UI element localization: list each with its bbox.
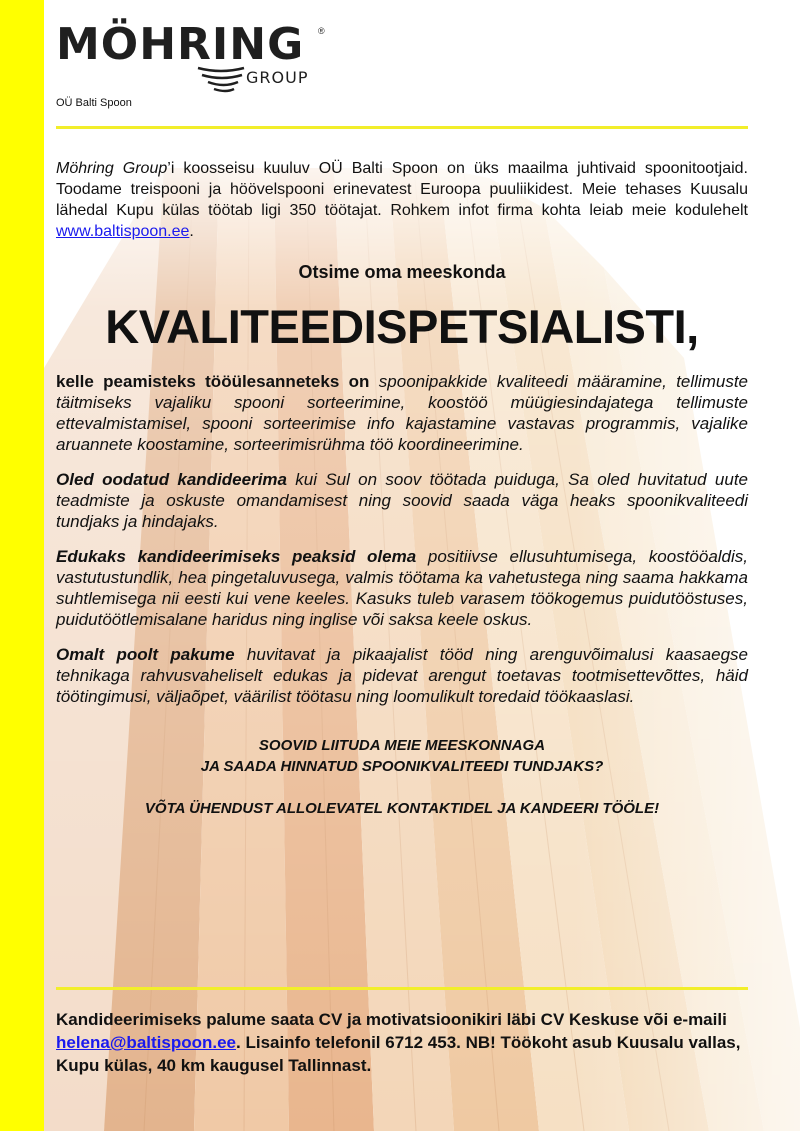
duties-paragraph (56, 371, 748, 455)
duties-text: spoonipakkide kvaliteedi määramine, tellimuste täitmiseks vajaliku spooni sorteerimine, koostöö müügiesindajatega tellimuste ettevalmistamisel, spooni sorteerimise info kajastamine vastavas programmis, vajalike aruannete koostamine, sorteerimisrühma töö koordineerimine. (56, 372, 749, 454)
invitation-heading: Oled oodatud kandideerima (56, 470, 288, 489)
website-link[interactable]: www.baltispoon.ee (56, 223, 190, 240)
offer-paragraph (56, 644, 748, 707)
job-title-headline: KVALITEEDISPETSIALISTI, (105, 300, 699, 353)
email-link[interactable]: helena@baltispoon.ee (56, 1033, 237, 1052)
intro-paragraph (56, 158, 748, 242)
logo-wordmark: MÖHRING (56, 19, 305, 70)
intro-text: ’i koosseisu kuuluv OÜ Balti Spoon on üks maailma juhtivaid spoonitootjaid. Toodame treispooni ja höövelspooni erinevatest Euroopa puuliikidest. Meie tehases Kuusalu lähedal Kupu külas töötab ligi 350 töötajat. Rohkem infot firma kohta leiab meie kodulehelt (56, 160, 749, 219)
duties-heading: kelle peamisteks tööülesanneteks on (56, 372, 370, 391)
invitation-paragraph (56, 469, 748, 532)
logo-swoosh-icon (196, 64, 246, 94)
invitation-text: kui Sul on soov töötada puiduga, Sa oled huvitatud uute teadmiste ja oskuste omandamisest ning soovid saada väga heaks spoonikvaliteedi tundjaks ja hindajaks. (56, 470, 748, 531)
application-info (56, 1008, 748, 1077)
cta-line-1: SOOVID LIITUDA MEIE MEESKONNAGA (258, 737, 546, 754)
requirements-paragraph (56, 546, 748, 630)
top-divider (56, 126, 748, 129)
intro-end: . (189, 223, 194, 240)
call-to-action (56, 735, 748, 777)
requirements-heading: Edukaks kandideerimiseks peaksid olema (56, 547, 417, 566)
mohring-group-logo (56, 20, 356, 100)
footer-text-2: . Lisainfo telefonil 6712 453. NB! Töökoht asub Kuusalu vallas, Kupu külas, 40 km kaugusel Tallinnast. (56, 1033, 741, 1075)
footer-text-1: Kandideerimiseks palume saata CV ja motivatsioonikiri läbi CV Keskuse või e-maili (56, 1010, 727, 1029)
contact-call-to-action: VÕTA ÜHENDUST ALLOLEVATEL KONTAKTIDEL JA KANDEERI TÖÖLE! (144, 800, 660, 817)
bottom-divider (56, 987, 748, 990)
cta-line-2: JA SAADA HINNATUD SPOONIKVALITEEDI TUNDJAKS? (200, 758, 604, 775)
main-content (56, 158, 748, 817)
offer-heading: Omalt poolt pakume (56, 645, 235, 664)
yellow-side-bar (0, 0, 44, 1131)
intro-company: Möhring Group (56, 160, 168, 177)
requirements-text: positiivse ellusuhtumisega, koostööaldis, vastutustundlik, hea pingetaluvusega, valmis töötama ka vahetustega ning saama hakkama suhtlemisega nii eesti kui vene keeles. Kasuks tuleb varasem töökogemus puidutööstuses, puidutöötlemisalane haridus ning inglise või saksa keele oskus. (56, 547, 748, 629)
company-name: OÜ Balti Spoon (56, 97, 132, 109)
registered-mark: ® (318, 26, 325, 36)
lead-text: Otsime oma meeskonda (298, 262, 506, 282)
logo-group-text: GROUP (246, 68, 309, 87)
offer-text: huvitavat ja pikaajalist tööd ning arenguvõimalusi kaasaegse tehnikaga rahvusvaheliselt edukas ja pidevat arengut toetavas tootmisettevõttes, häid töötingimusi, väljaõpet, väärilist töötasu ning loomulikult toredaid töökaaslasi. (56, 645, 748, 706)
